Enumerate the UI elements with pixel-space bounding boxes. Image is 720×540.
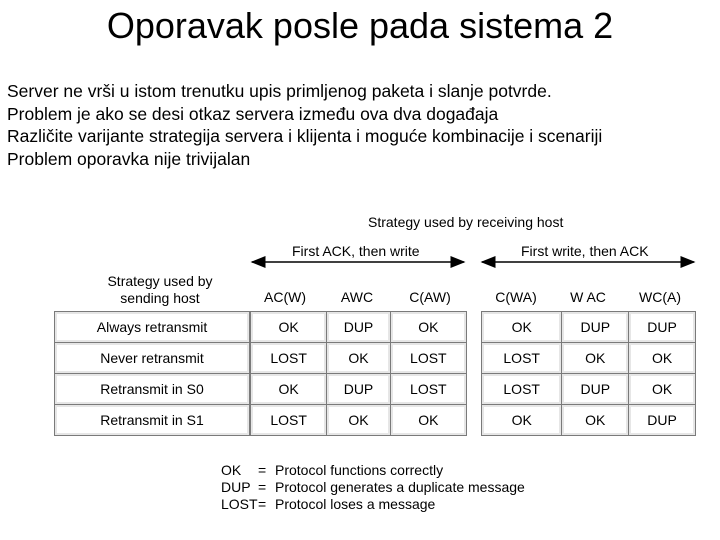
result-cell bbox=[390, 374, 466, 405]
result-value: OK bbox=[329, 407, 387, 433]
result-cell bbox=[327, 343, 390, 374]
column-header: WC(A) bbox=[639, 289, 681, 305]
result-cell bbox=[482, 312, 562, 343]
result-value: DUP bbox=[329, 314, 387, 340]
result-cell bbox=[251, 343, 327, 374]
result-cell bbox=[327, 405, 390, 436]
result-value: OK bbox=[329, 345, 387, 371]
sender-strategy-table bbox=[54, 311, 250, 436]
legend-text: Protocol loses a message bbox=[275, 496, 436, 512]
column-header: C(AW) bbox=[409, 289, 451, 305]
result-cell bbox=[251, 374, 327, 405]
ack-then-write-table bbox=[250, 311, 467, 436]
column-header: W AC bbox=[570, 289, 606, 305]
legend-equals: = bbox=[258, 462, 267, 478]
row-label: Never retransmit bbox=[57, 345, 247, 371]
result-value: OK bbox=[484, 314, 559, 340]
result-value: DUP bbox=[631, 314, 693, 340]
result-cell bbox=[251, 312, 327, 343]
result-value: LOST bbox=[393, 345, 464, 371]
group-right-label: First write, then ACK bbox=[521, 243, 649, 259]
result-cell bbox=[482, 343, 562, 374]
result-value: DUP bbox=[329, 376, 387, 402]
result-value: LOST bbox=[253, 407, 324, 433]
result-value: OK bbox=[484, 407, 559, 433]
table-row bbox=[482, 343, 696, 374]
result-value: DUP bbox=[564, 376, 626, 402]
table-row bbox=[55, 405, 250, 436]
result-value: OK bbox=[564, 407, 626, 433]
table-row bbox=[55, 312, 250, 343]
table-row bbox=[482, 312, 696, 343]
result-value: DUP bbox=[631, 407, 693, 433]
result-cell bbox=[629, 343, 696, 374]
result-value: OK bbox=[631, 345, 693, 371]
row-label: Always retransmit bbox=[57, 314, 247, 340]
row-label-cell bbox=[55, 343, 250, 374]
result-value: DUP bbox=[564, 314, 626, 340]
result-cell bbox=[562, 343, 629, 374]
table-row bbox=[251, 312, 467, 343]
result-value: LOST bbox=[484, 376, 559, 402]
row-label: Retransmit in S1 bbox=[57, 407, 247, 433]
bullet-item: Različite varijante strategija servera i klijenta i moguće kombinacije i scenariji bbox=[7, 126, 603, 146]
result-value: OK bbox=[253, 314, 324, 340]
bullet-item: Server ne vrši u istom trenutku upis primljenog paketa i slanje potvrde. bbox=[7, 81, 552, 101]
result-value: LOST bbox=[253, 345, 324, 371]
result-value: OK bbox=[393, 314, 464, 340]
legend-text: Protocol functions correctly bbox=[275, 462, 444, 478]
table-row bbox=[482, 405, 696, 436]
result-cell bbox=[390, 312, 466, 343]
legend-key: OK bbox=[221, 462, 242, 478]
result-value: LOST bbox=[484, 345, 559, 371]
legend bbox=[221, 462, 525, 513]
slide-title: Oporavak posle pada sistema 2 bbox=[106, 5, 614, 46]
table-row bbox=[55, 343, 250, 374]
result-cell bbox=[390, 405, 466, 436]
legend-key: DUP bbox=[221, 479, 251, 495]
table-row bbox=[482, 374, 696, 405]
receiver-strategy-label: Strategy used by receiving host bbox=[368, 214, 564, 230]
result-cell bbox=[251, 405, 327, 436]
result-value: OK bbox=[631, 376, 693, 402]
legend-equals: = bbox=[258, 496, 267, 512]
result-cell bbox=[629, 312, 696, 343]
row-label-cell bbox=[55, 312, 250, 343]
bullet-item: Problem oporavka nije trivijalan bbox=[7, 148, 251, 169]
result-cell bbox=[482, 374, 562, 405]
row-label-cell bbox=[55, 374, 250, 405]
legend-row bbox=[221, 462, 525, 479]
result-value: OK bbox=[564, 345, 626, 371]
result-value: LOST bbox=[393, 376, 464, 402]
row-label-cell bbox=[55, 405, 250, 436]
sender-header-line: sending host bbox=[120, 290, 200, 306]
legend-row bbox=[221, 479, 525, 496]
result-cell bbox=[562, 405, 629, 436]
row-label: Retransmit in S0 bbox=[57, 376, 247, 402]
result-cell bbox=[562, 312, 629, 343]
sender-strategy-header bbox=[70, 273, 250, 307]
result-cell bbox=[629, 374, 696, 405]
column-header: AC(W) bbox=[264, 289, 306, 305]
result-cell bbox=[562, 374, 629, 405]
table-row bbox=[251, 343, 467, 374]
legend-row bbox=[221, 496, 525, 513]
result-value: OK bbox=[393, 407, 464, 433]
result-value: OK bbox=[253, 376, 324, 402]
result-cell bbox=[390, 343, 466, 374]
sender-header-line: Strategy used by bbox=[107, 273, 213, 289]
result-cell bbox=[327, 374, 390, 405]
table-row bbox=[55, 374, 250, 405]
legend-equals: = bbox=[258, 479, 267, 495]
result-cell bbox=[482, 405, 562, 436]
table-row bbox=[251, 405, 467, 436]
column-header: C(WA) bbox=[495, 289, 537, 305]
result-cell bbox=[629, 405, 696, 436]
group-left-label: First ACK, then write bbox=[292, 243, 420, 259]
legend-text: Protocol generates a duplicate message bbox=[275, 479, 525, 495]
table-row bbox=[251, 374, 467, 405]
result-cell bbox=[327, 312, 390, 343]
column-header: AWC bbox=[340, 289, 374, 305]
bullet-item: Problem je ako se desi otkaz servera između ova dva događaja bbox=[7, 103, 499, 124]
legend-key: LOST bbox=[221, 496, 258, 512]
write-then-ack-table bbox=[481, 311, 696, 436]
